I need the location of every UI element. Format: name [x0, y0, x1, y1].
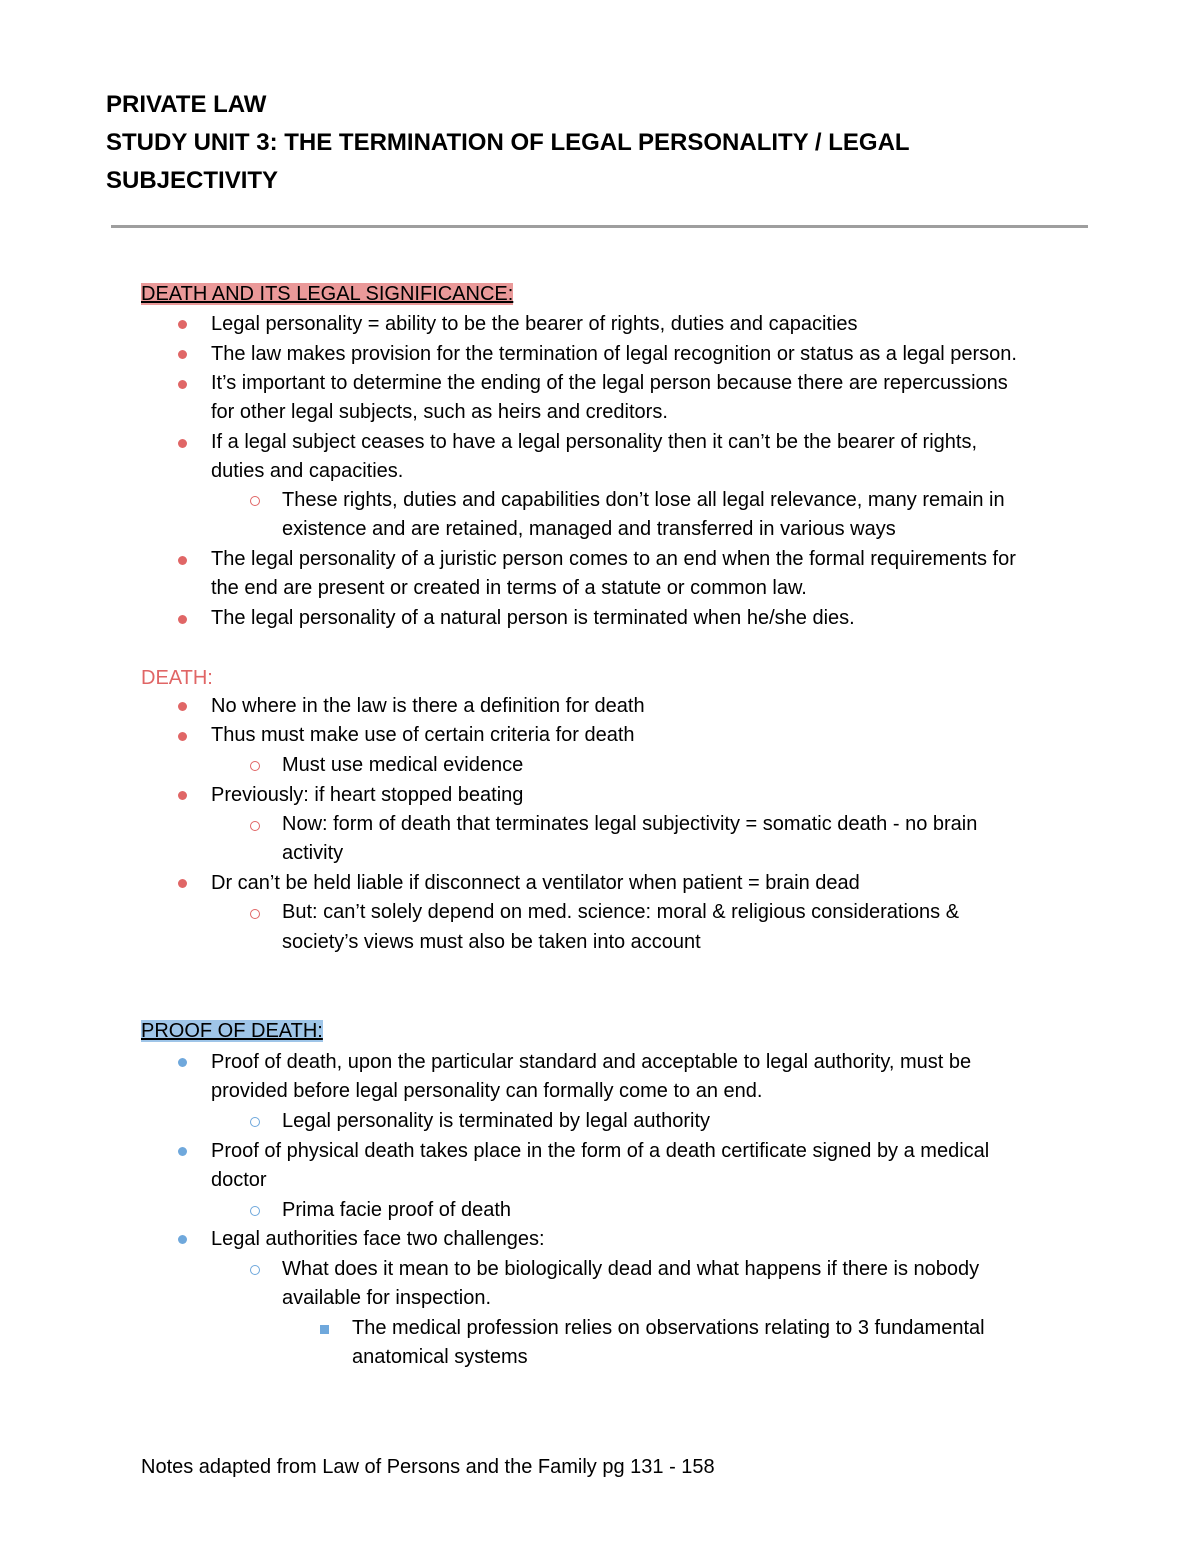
- list-item: Thus must make use of certain criteria for death: [211, 724, 635, 746]
- sub-list-item: Now: form of death that terminates legal subjectivity = somatic death - no brain: [282, 813, 978, 835]
- sub-list-item: Must use medical evidence: [282, 754, 524, 776]
- sub-sub-list-item: The medical profession relies on observations relating to 3 fundamental: [352, 1317, 985, 1339]
- section-heading-death: DEATH:: [141, 667, 213, 689]
- heading-text: DEATH AND ITS LEGAL SIGNIFICANCE:: [141, 283, 514, 305]
- filled-circle-bullet-icon: [178, 380, 187, 389]
- hollow-circle-bullet-icon: [250, 761, 260, 771]
- section-heading-proof-of-death: [141, 1019, 323, 1043]
- list-item: It’s important to determine the ending of the legal person because there are repercussions: [211, 372, 1008, 394]
- list-item: If a legal subject ceases to have a legal personality then it can’t be the bearer of rights,: [211, 431, 978, 453]
- filled-circle-bullet-icon: [178, 702, 187, 711]
- doc-title-line-3: SUBJECTIVITY: [106, 167, 279, 194]
- hollow-circle-bullet-icon: [250, 496, 260, 506]
- sub-list-item: Prima facie proof of death: [282, 1199, 512, 1221]
- hollow-circle-bullet-icon: [250, 909, 260, 919]
- filled-circle-bullet-icon: [178, 1147, 187, 1156]
- filled-circle-bullet-icon: [178, 879, 187, 888]
- hollow-circle-bullet-icon: [250, 821, 260, 831]
- list-item: Previously: if heart stopped beating: [211, 784, 524, 806]
- filled-circle-bullet-icon: [178, 732, 187, 741]
- sub-list-item-continuation: existence and are retained, managed and transferred in various ways: [282, 518, 896, 540]
- list-item-continuation: doctor: [211, 1169, 267, 1191]
- sub-list-item: Legal personality is terminated by legal authority: [282, 1110, 711, 1132]
- filled-circle-bullet-icon: [178, 350, 187, 359]
- list-item: The law makes provision for the termination of legal recognition or status as a legal person.: [211, 343, 1017, 365]
- hollow-circle-bullet-icon: [250, 1117, 260, 1127]
- horizontal-divider: [111, 225, 1088, 228]
- list-item-continuation: for other legal subjects, such as heirs and creditors.: [211, 401, 668, 423]
- list-item: Proof of physical death takes place in the form of a death certificate signed by a medical: [211, 1140, 990, 1162]
- filled-circle-bullet-icon: [178, 1235, 187, 1244]
- sub-list-item-continuation: activity: [282, 842, 344, 864]
- sub-list-item-continuation: available for inspection.: [282, 1287, 492, 1309]
- list-item-continuation: the end are present or created in terms of a statute or common law.: [211, 577, 807, 599]
- filled-circle-bullet-icon: [178, 791, 187, 800]
- sub-list-item-continuation: society’s views must also be taken into account: [282, 931, 701, 953]
- list-item: Legal personality = ability to be the bearer of rights, duties and capacities: [211, 313, 858, 335]
- sub-list-item: These rights, duties and capabilities don’t lose all legal relevance, many remain in: [282, 489, 1005, 511]
- sub-list-item: What does it mean to be biologically dead and what happens if there is nobody: [282, 1258, 980, 1280]
- doc-title-line-2: STUDY UNIT 3: THE TERMINATION OF LEGAL PERSONALITY / LEGAL: [106, 129, 910, 156]
- list-item: Proof of death, upon the particular standard and acceptable to legal authority, must be: [211, 1051, 972, 1073]
- list-item-continuation: provided before legal personality can formally come to an end.: [211, 1080, 763, 1102]
- section-heading-death-significance: [141, 282, 513, 306]
- page-footer-note: Notes adapted from Law of Persons and the Family pg 131 - 158: [141, 1456, 715, 1478]
- square-bullet-icon: [320, 1325, 329, 1334]
- filled-circle-bullet-icon: [178, 615, 187, 624]
- sub-list-item: But: can’t solely depend on med. science: moral & religious considerations &: [282, 901, 960, 923]
- doc-title-line-1: PRIVATE LAW: [106, 91, 267, 118]
- hollow-circle-bullet-icon: [250, 1206, 260, 1216]
- list-item-continuation: duties and capacities.: [211, 460, 404, 482]
- list-item: No where in the law is there a definition for death: [211, 695, 645, 717]
- heading-text: PROOF OF DEATH:: [141, 1020, 323, 1042]
- filled-circle-bullet-icon: [178, 1058, 187, 1067]
- list-item: The legal personality of a natural person is terminated when he/she dies.: [211, 607, 855, 629]
- list-item: Legal authorities face two challenges:: [211, 1228, 545, 1250]
- sub-sub-list-item-continuation: anatomical systems: [352, 1346, 528, 1368]
- filled-circle-bullet-icon: [178, 556, 187, 565]
- filled-circle-bullet-icon: [178, 439, 187, 448]
- list-item: The legal personality of a juristic person comes to an end when the formal requirements for: [211, 548, 1016, 570]
- list-item: Dr can’t be held liable if disconnect a ventilator when patient = brain dead: [211, 872, 860, 894]
- hollow-circle-bullet-icon: [250, 1265, 260, 1275]
- filled-circle-bullet-icon: [178, 320, 187, 329]
